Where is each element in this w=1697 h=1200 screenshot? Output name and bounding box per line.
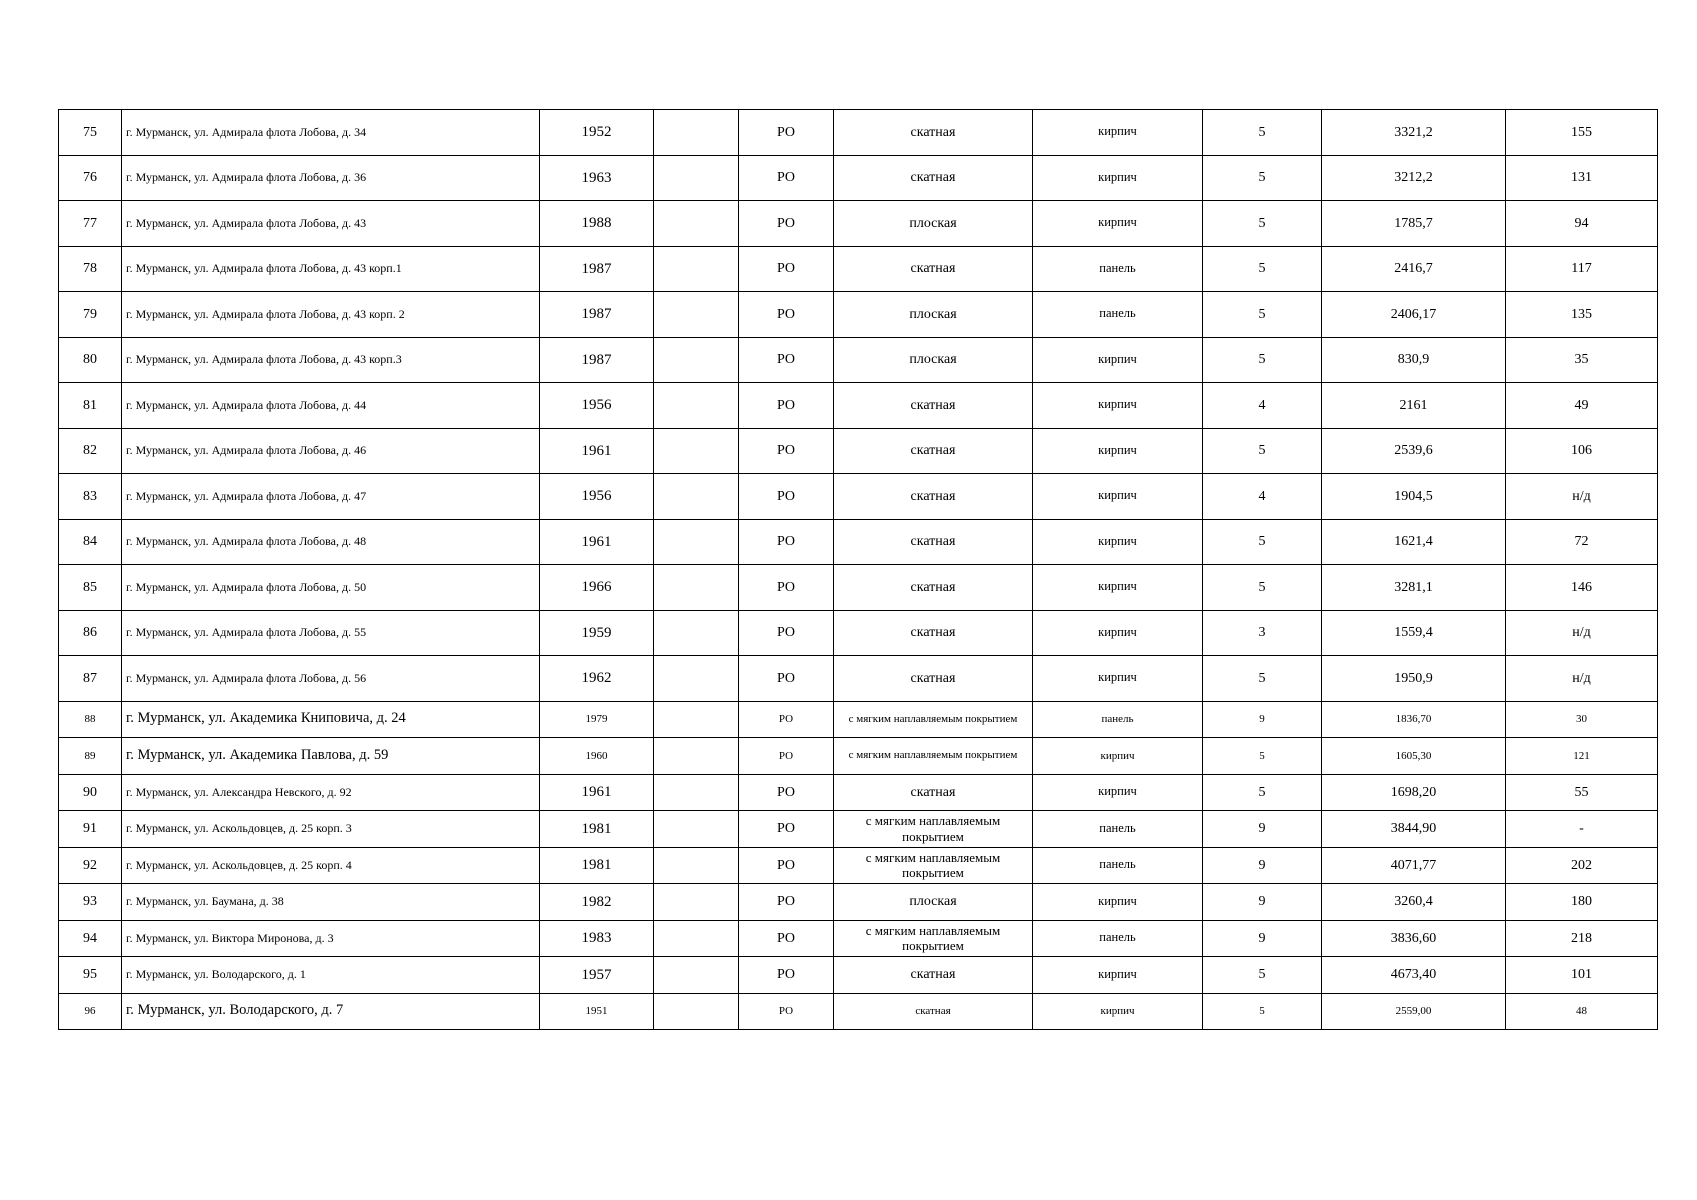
- cell-row-number: 92: [59, 847, 122, 884]
- cell-build-year: 1961: [540, 428, 654, 474]
- cell-address: г. Мурманск, ул. Адмирала флота Лобова, д. 50: [122, 565, 540, 611]
- cell-empty: [654, 565, 739, 611]
- cell-build-year: 1966: [540, 565, 654, 611]
- cell-wall-material: кирпич: [1033, 565, 1203, 611]
- table-row: [59, 920, 1658, 957]
- cell-fund: РО: [739, 847, 834, 884]
- cell-wall-material: кирпич: [1033, 738, 1203, 775]
- cell-fund: РО: [739, 738, 834, 775]
- cell-build-year: 1961: [540, 519, 654, 565]
- cell-build-year: 1987: [540, 246, 654, 292]
- table-row: [59, 610, 1658, 656]
- cell-floors: 9: [1203, 847, 1322, 884]
- cell-wall-material: кирпич: [1033, 110, 1203, 156]
- cell-row-number: 89: [59, 738, 122, 775]
- cell-row-number: 94: [59, 920, 122, 957]
- cell-roof-type: скатная: [834, 474, 1033, 520]
- cell-floors: 9: [1203, 701, 1322, 738]
- cell-address: г. Мурманск, ул. Аскольдовцев, д. 25 корп. 3: [122, 811, 540, 848]
- cell-residents: 135: [1506, 292, 1658, 338]
- cell-build-year: 1956: [540, 383, 654, 429]
- table-row: [59, 519, 1658, 565]
- cell-wall-material: кирпич: [1033, 519, 1203, 565]
- cell-address: г. Мурманск, ул. Академика Книповича, д. 24: [122, 701, 540, 738]
- table-row: [59, 155, 1658, 201]
- cell-row-number: 77: [59, 201, 122, 247]
- cell-roof-type: скатная: [834, 519, 1033, 565]
- cell-empty: [654, 201, 739, 247]
- cell-floors: 5: [1203, 957, 1322, 994]
- table-row: [59, 847, 1658, 884]
- cell-address: г. Мурманск, ул. Баумана, д. 38: [122, 884, 540, 921]
- cell-floors: 4: [1203, 383, 1322, 429]
- cell-area: 2539,6: [1322, 428, 1506, 474]
- cell-wall-material: кирпич: [1033, 656, 1203, 702]
- cell-empty: [654, 701, 739, 738]
- cell-floors: 5: [1203, 110, 1322, 156]
- cell-roof-type: скатная: [834, 110, 1033, 156]
- cell-roof-type: плоская: [834, 292, 1033, 338]
- cell-build-year: 1961: [540, 774, 654, 811]
- cell-wall-material: кирпич: [1033, 337, 1203, 383]
- cell-build-year: 1988: [540, 201, 654, 247]
- cell-residents: 49: [1506, 383, 1658, 429]
- cell-build-year: 1979: [540, 701, 654, 738]
- cell-roof-type: скатная: [834, 656, 1033, 702]
- cell-row-number: 82: [59, 428, 122, 474]
- cell-row-number: 79: [59, 292, 122, 338]
- cell-address: г. Мурманск, ул. Адмирала флота Лобова, д. 43 корп.3: [122, 337, 540, 383]
- cell-fund: РО: [739, 701, 834, 738]
- cell-empty: [654, 383, 739, 429]
- cell-build-year: 1951: [540, 993, 654, 1030]
- cell-row-number: 93: [59, 884, 122, 921]
- cell-wall-material: панель: [1033, 811, 1203, 848]
- cell-build-year: 1960: [540, 738, 654, 775]
- cell-roof-type: с мягким наплавляемым покрытием: [834, 701, 1033, 738]
- cell-residents: 202: [1506, 847, 1658, 884]
- cell-empty: [654, 811, 739, 848]
- cell-address: г. Мурманск, ул. Адмирала флота Лобова, д. 56: [122, 656, 540, 702]
- cell-empty: [654, 110, 739, 156]
- cell-row-number: 90: [59, 774, 122, 811]
- cell-build-year: 1987: [540, 337, 654, 383]
- cell-empty: [654, 774, 739, 811]
- cell-row-number: 85: [59, 565, 122, 611]
- cell-floors: 5: [1203, 292, 1322, 338]
- cell-floors: 9: [1203, 811, 1322, 848]
- cell-floors: 5: [1203, 738, 1322, 775]
- cell-empty: [654, 610, 739, 656]
- cell-area: 3260,4: [1322, 884, 1506, 921]
- cell-address: г. Мурманск, ул. Адмирала флота Лобова, д. 34: [122, 110, 540, 156]
- cell-area: 3281,1: [1322, 565, 1506, 611]
- cell-floors: 5: [1203, 246, 1322, 292]
- cell-address: г. Мурманск, ул. Адмирала флота Лобова, д. 43: [122, 201, 540, 247]
- cell-address: г. Мурманск, ул. Аскольдовцев, д. 25 корп. 4: [122, 847, 540, 884]
- cell-residents: 94: [1506, 201, 1658, 247]
- cell-area: 3836,60: [1322, 920, 1506, 957]
- cell-area: 3844,90: [1322, 811, 1506, 848]
- cell-wall-material: кирпич: [1033, 993, 1203, 1030]
- cell-row-number: 91: [59, 811, 122, 848]
- cell-address: г. Мурманск, ул. Адмирала флота Лобова, д. 55: [122, 610, 540, 656]
- cell-wall-material: кирпич: [1033, 610, 1203, 656]
- cell-roof-type: скатная: [834, 155, 1033, 201]
- cell-wall-material: кирпич: [1033, 383, 1203, 429]
- cell-row-number: 75: [59, 110, 122, 156]
- cell-fund: РО: [739, 774, 834, 811]
- cell-address: г. Мурманск, ул. Адмирала флота Лобова, д. 43 корп.1: [122, 246, 540, 292]
- cell-residents: 48: [1506, 993, 1658, 1030]
- cell-area: 1785,7: [1322, 201, 1506, 247]
- table-row: [59, 110, 1658, 156]
- table-row: [59, 993, 1658, 1030]
- cell-row-number: 87: [59, 656, 122, 702]
- cell-address: г. Мурманск, ул. Академика Павлова, д. 59: [122, 738, 540, 775]
- cell-residents: 155: [1506, 110, 1658, 156]
- cell-build-year: 1962: [540, 656, 654, 702]
- cell-roof-type: скатная: [834, 774, 1033, 811]
- cell-wall-material: панель: [1033, 701, 1203, 738]
- cell-area: 830,9: [1322, 337, 1506, 383]
- table-row: [59, 246, 1658, 292]
- table-row: [59, 474, 1658, 520]
- cell-roof-type: с мягким наплавляемым покрытием: [834, 738, 1033, 775]
- cell-residents: 218: [1506, 920, 1658, 957]
- cell-area: 2416,7: [1322, 246, 1506, 292]
- cell-empty: [654, 246, 739, 292]
- cell-area: 1559,4: [1322, 610, 1506, 656]
- cell-row-number: 88: [59, 701, 122, 738]
- cell-fund: РО: [739, 565, 834, 611]
- cell-residents: н/д: [1506, 656, 1658, 702]
- table-row: [59, 565, 1658, 611]
- table-row: [59, 774, 1658, 811]
- cell-fund: РО: [739, 246, 834, 292]
- cell-residents: 72: [1506, 519, 1658, 565]
- cell-build-year: 1981: [540, 811, 654, 848]
- cell-fund: РО: [739, 383, 834, 429]
- cell-empty: [654, 519, 739, 565]
- cell-fund: РО: [739, 110, 834, 156]
- table-row: [59, 201, 1658, 247]
- cell-floors: 3: [1203, 610, 1322, 656]
- cell-roof-type: с мягким наплавляемым покрытием: [834, 920, 1033, 957]
- cell-build-year: 1981: [540, 847, 654, 884]
- cell-floors: 5: [1203, 337, 1322, 383]
- cell-residents: 30: [1506, 701, 1658, 738]
- cell-area: 2406,17: [1322, 292, 1506, 338]
- cell-area: 1904,5: [1322, 474, 1506, 520]
- cell-area: 3321,2: [1322, 110, 1506, 156]
- cell-roof-type: с мягким наплавляемым покрытием: [834, 811, 1033, 848]
- cell-empty: [654, 428, 739, 474]
- cell-area: 3212,2: [1322, 155, 1506, 201]
- cell-row-number: 95: [59, 957, 122, 994]
- cell-wall-material: кирпич: [1033, 428, 1203, 474]
- cell-roof-type: скатная: [834, 383, 1033, 429]
- cell-area: 1605,30: [1322, 738, 1506, 775]
- cell-area: 2161: [1322, 383, 1506, 429]
- table-row: [59, 811, 1658, 848]
- cell-wall-material: панель: [1033, 246, 1203, 292]
- cell-address: г. Мурманск, ул. Володарского, д. 7: [122, 993, 540, 1030]
- cell-wall-material: кирпич: [1033, 155, 1203, 201]
- cell-empty: [654, 993, 739, 1030]
- cell-empty: [654, 920, 739, 957]
- cell-fund: РО: [739, 519, 834, 565]
- cell-fund: РО: [739, 993, 834, 1030]
- cell-empty: [654, 957, 739, 994]
- cell-build-year: 1963: [540, 155, 654, 201]
- cell-residents: 55: [1506, 774, 1658, 811]
- cell-empty: [654, 847, 739, 884]
- cell-empty: [654, 337, 739, 383]
- table-row: [59, 383, 1658, 429]
- cell-row-number: 84: [59, 519, 122, 565]
- cell-address: г. Мурманск, ул. Володарского, д. 1: [122, 957, 540, 994]
- cell-roof-type: плоская: [834, 884, 1033, 921]
- cell-roof-type: скатная: [834, 428, 1033, 474]
- cell-floors: 5: [1203, 201, 1322, 247]
- cell-build-year: 1959: [540, 610, 654, 656]
- cell-empty: [654, 474, 739, 520]
- cell-residents: 101: [1506, 957, 1658, 994]
- cell-build-year: 1952: [540, 110, 654, 156]
- cell-roof-type: скатная: [834, 565, 1033, 611]
- table-row: [59, 656, 1658, 702]
- cell-address: г. Мурманск, ул. Адмирала флота Лобова, д. 36: [122, 155, 540, 201]
- cell-residents: 117: [1506, 246, 1658, 292]
- cell-wall-material: кирпич: [1033, 474, 1203, 520]
- cell-fund: РО: [739, 428, 834, 474]
- cell-fund: РО: [739, 155, 834, 201]
- cell-address: г. Мурманск, ул. Виктора Миронова, д. 3: [122, 920, 540, 957]
- cell-row-number: 80: [59, 337, 122, 383]
- cell-address: г. Мурманск, ул. Адмирала флота Лобова, д. 44: [122, 383, 540, 429]
- cell-empty: [654, 884, 739, 921]
- cell-floors: 4: [1203, 474, 1322, 520]
- cell-fund: РО: [739, 474, 834, 520]
- cell-residents: н/д: [1506, 610, 1658, 656]
- cell-fund: РО: [739, 337, 834, 383]
- cell-roof-type: скатная: [834, 610, 1033, 656]
- cell-floors: 5: [1203, 155, 1322, 201]
- cell-floors: 9: [1203, 884, 1322, 921]
- cell-residents: н/д: [1506, 474, 1658, 520]
- cell-wall-material: кирпич: [1033, 957, 1203, 994]
- table-row: [59, 701, 1658, 738]
- cell-wall-material: кирпич: [1033, 774, 1203, 811]
- cell-area: 1836,70: [1322, 701, 1506, 738]
- cell-wall-material: панель: [1033, 292, 1203, 338]
- cell-address: г. Мурманск, ул. Адмирала флота Лобова, д. 47: [122, 474, 540, 520]
- cell-area: 1950,9: [1322, 656, 1506, 702]
- cell-wall-material: панель: [1033, 847, 1203, 884]
- table-body: [59, 110, 1658, 1030]
- cell-roof-type: скатная: [834, 957, 1033, 994]
- cell-residents: 35: [1506, 337, 1658, 383]
- cell-fund: РО: [739, 656, 834, 702]
- cell-row-number: 81: [59, 383, 122, 429]
- cell-residents: 121: [1506, 738, 1658, 775]
- cell-floors: 5: [1203, 656, 1322, 702]
- cell-residents: 131: [1506, 155, 1658, 201]
- cell-fund: РО: [739, 201, 834, 247]
- cell-build-year: 1957: [540, 957, 654, 994]
- cell-floors: 5: [1203, 774, 1322, 811]
- table-row: [59, 738, 1658, 775]
- cell-row-number: 78: [59, 246, 122, 292]
- cell-wall-material: кирпич: [1033, 884, 1203, 921]
- cell-floors: 5: [1203, 519, 1322, 565]
- cell-fund: РО: [739, 292, 834, 338]
- cell-floors: 5: [1203, 565, 1322, 611]
- cell-row-number: 83: [59, 474, 122, 520]
- cell-wall-material: кирпич: [1033, 201, 1203, 247]
- cell-empty: [654, 738, 739, 775]
- table-row: [59, 957, 1658, 994]
- cell-area: 1698,20: [1322, 774, 1506, 811]
- cell-build-year: 1956: [540, 474, 654, 520]
- table-row: [59, 292, 1658, 338]
- cell-fund: РО: [739, 610, 834, 656]
- cell-address: г. Мурманск, ул. Адмирала флота Лобова, д. 43 корп. 2: [122, 292, 540, 338]
- cell-area: 2559,00: [1322, 993, 1506, 1030]
- cell-empty: [654, 292, 739, 338]
- cell-fund: РО: [739, 884, 834, 921]
- cell-empty: [654, 656, 739, 702]
- cell-floors: 9: [1203, 920, 1322, 957]
- cell-roof-type: плоская: [834, 201, 1033, 247]
- cell-row-number: 96: [59, 993, 122, 1030]
- cell-empty: [654, 155, 739, 201]
- cell-fund: РО: [739, 957, 834, 994]
- document-page: [58, 109, 1658, 1030]
- cell-residents: 146: [1506, 565, 1658, 611]
- cell-roof-type: скатная: [834, 246, 1033, 292]
- table-row: [59, 337, 1658, 383]
- housing-registry-table: [58, 109, 1658, 1030]
- cell-area: 4673,40: [1322, 957, 1506, 994]
- cell-residents: 106: [1506, 428, 1658, 474]
- cell-build-year: 1982: [540, 884, 654, 921]
- cell-roof-type: скатная: [834, 993, 1033, 1030]
- cell-floors: 5: [1203, 428, 1322, 474]
- cell-residents: 180: [1506, 884, 1658, 921]
- cell-floors: 5: [1203, 993, 1322, 1030]
- cell-address: г. Мурманск, ул. Адмирала флота Лобова, д. 46: [122, 428, 540, 474]
- table-row: [59, 428, 1658, 474]
- table-row: [59, 884, 1658, 921]
- cell-build-year: 1987: [540, 292, 654, 338]
- cell-row-number: 76: [59, 155, 122, 201]
- cell-roof-type: плоская: [834, 337, 1033, 383]
- cell-fund: РО: [739, 811, 834, 848]
- cell-address: г. Мурманск, ул. Александра Невского, д. 92: [122, 774, 540, 811]
- cell-fund: РО: [739, 920, 834, 957]
- cell-area: 1621,4: [1322, 519, 1506, 565]
- cell-row-number: 86: [59, 610, 122, 656]
- cell-area: 4071,77: [1322, 847, 1506, 884]
- cell-roof-type: с мягким наплавляемым покрытием: [834, 847, 1033, 884]
- cell-build-year: 1983: [540, 920, 654, 957]
- cell-wall-material: панель: [1033, 920, 1203, 957]
- cell-address: г. Мурманск, ул. Адмирала флота Лобова, д. 48: [122, 519, 540, 565]
- cell-residents: -: [1506, 811, 1658, 848]
